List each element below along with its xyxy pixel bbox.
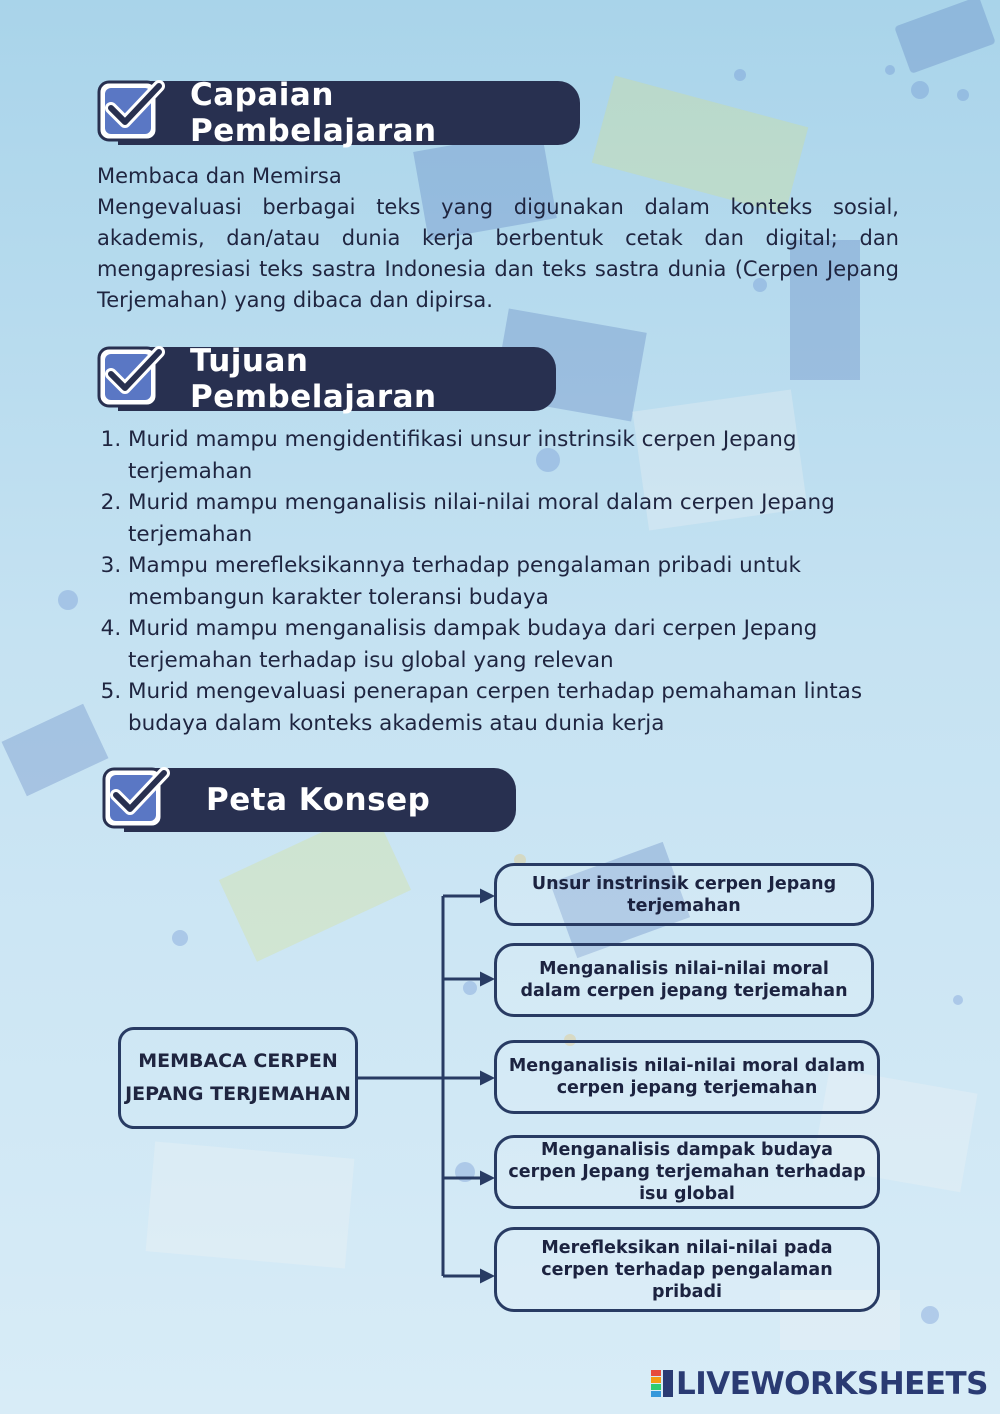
liveworksheets-logo[interactable]	[651, 1366, 988, 1402]
concept-map-node: Menganalisis dampak budaya cerpen Jepang terjemahan terhadap isu global	[494, 1135, 880, 1209]
section-title: Peta Konsep	[206, 782, 431, 818]
list-item: 4. Murid mampu menganalisis dampak budaya dari cerpen Jepang terjemahan terhadap isu global yang relevan	[128, 613, 918, 676]
concept-map-node: Merefleksikan nilai-nilai pada cerpen terhadap pengalaman pribadi	[494, 1227, 880, 1312]
brand-name: LIVEWORKSHEETS	[676, 1366, 988, 1402]
concept-map-node: Unsur instrinsik cerpen Jepang terjemahan	[494, 863, 874, 926]
concept-map-root: MEMBACA CERPEN JEPANG TERJEMAHAN	[118, 1027, 358, 1129]
list-item: 3. Mampu merefleksikannya terhadap pengalaman pribadi untuk membangun karakter toleransi budaya	[128, 550, 918, 613]
brand-logo-icon	[651, 1370, 673, 1398]
capaian-subtitle: Membaca dan Memirsa	[97, 164, 342, 188]
list-item: 5. Murid mengevaluasi penerapan cerpen terhadap pemahaman lintas budaya dalam konteks akademis atau dunia kerja	[128, 676, 918, 739]
list-item: 2. Murid mampu menganalisis nilai-nilai moral dalam cerpen Jepang terjemahan	[128, 487, 918, 550]
list-item: 1. Murid mampu mengidentifikasi unsur instrinsik cerpen Jepang terjemahan	[128, 424, 918, 487]
capaian-body: Mengevaluasi berbagai teks yang digunakan dalam konteks sosial, akademis, dan/atau dunia kerja berbentuk cetak dan digital; dan mengapresiasi teks sastra Indonesia dan teks sastra dunia (Cerpen Jepang Terjemahan) yang dibaca dan dipirsa.	[97, 195, 899, 312]
section-title: Tujuan Pembelajaran	[190, 343, 437, 415]
concept-map-node: Menganalisis nilai-nilai moral dalam cerpen jepang terjemahan	[494, 943, 874, 1017]
concept-map-node: Menganalisis nilai-nilai moral dalam cerpen jepang terjemahan	[494, 1040, 880, 1114]
section-title: Capaian Pembelajaran	[190, 77, 437, 149]
